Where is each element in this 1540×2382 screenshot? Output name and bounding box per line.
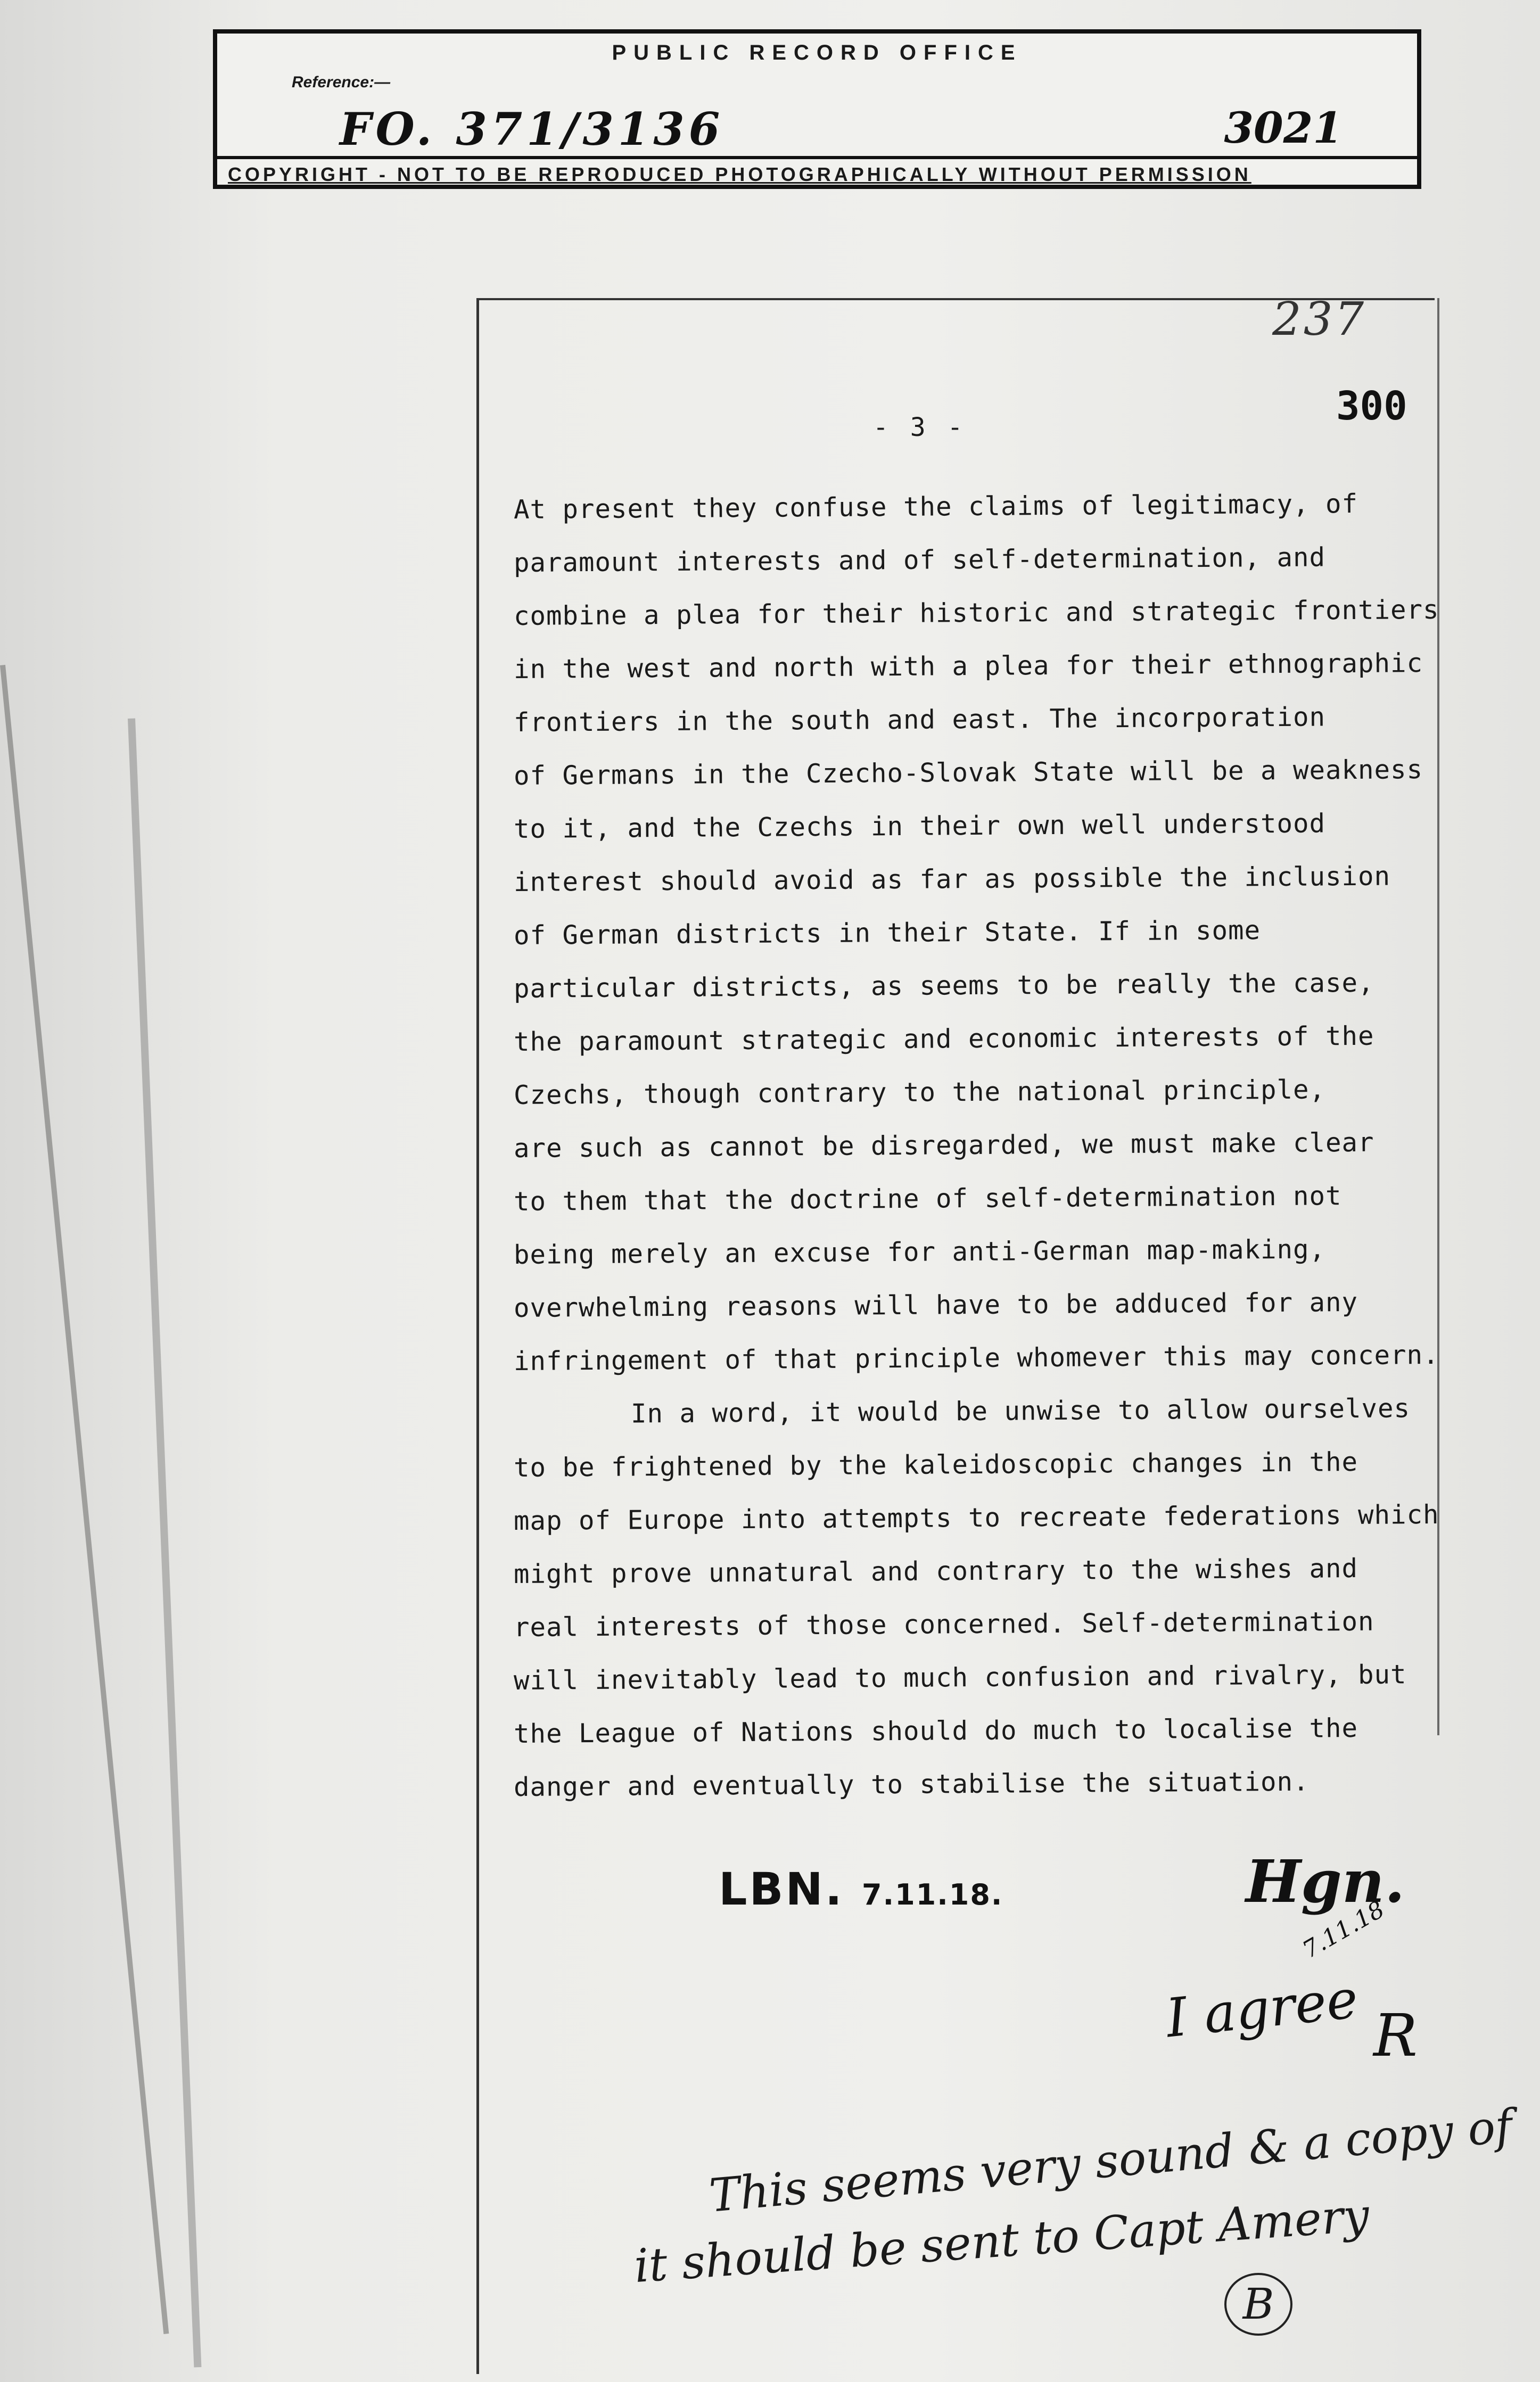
- typed-body-text: [514, 483, 1483, 1814]
- text-line: In a word, it would be unwise to allow ourselves: [630, 1393, 1411, 1429]
- text-line: might prove unnatural and contrary to the wishes and: [513, 1553, 1358, 1589]
- text-line: At present they confuse the claims of legitimacy, of: [513, 488, 1358, 525]
- text-line: are such as cannot be disregarded, we must make clear: [513, 1127, 1374, 1164]
- initials-date: 7.11.18.: [862, 1878, 1003, 1911]
- text-line: danger and eventually to stabilise the situation.: [513, 1766, 1310, 1802]
- handwritten-minute-line: This seems very sound & a copy of: [707, 2099, 1514, 2223]
- text-line: interest should avoid as far as possible the inclusion: [513, 861, 1391, 897]
- stamp-divider: [217, 156, 1417, 159]
- text-line: to them that the doctrine of self-determination not: [513, 1181, 1342, 1217]
- signature-date: 7.11.18: [1298, 1895, 1389, 1964]
- text-line: map of Europe into attempts to recreate federations which: [513, 1499, 1439, 1536]
- stamp-reference-value: FO. 371/3136: [340, 103, 724, 155]
- circled-initial-b: B: [1224, 2273, 1292, 2336]
- stamped-folio-number: 300: [1336, 383, 1407, 429]
- text-line: Czechs, though contrary to the national principle,: [513, 1074, 1326, 1110]
- text-line: real interests of those concerned. Self-determination: [513, 1606, 1374, 1643]
- handwritten-signature: Hgn.: [1246, 1847, 1405, 1916]
- page-border-left: [476, 298, 479, 2374]
- pencil-folio-number: 237: [1272, 293, 1366, 346]
- initials-text: LBN.: [719, 1863, 844, 1915]
- stamp-office-title: PUBLIC RECORD OFFICE: [612, 41, 1023, 64]
- text-line: frontiers in the south and east. The incorporation: [513, 702, 1326, 738]
- text-line: particular districts, as seems to be really the case,: [513, 967, 1374, 1004]
- stamp-reference-label: Reference:—: [292, 73, 391, 91]
- text-line: being merely an excuse for anti-German map-making,: [513, 1234, 1326, 1270]
- handwritten-minute-line: it should be sent to Capt Amery: [632, 2188, 1371, 2294]
- text-line: the paramount strategic and economic interests of the: [513, 1020, 1374, 1057]
- text-line: in the west and north with a plea for their ethnographic: [513, 648, 1423, 685]
- handwritten-initials: [719, 1863, 1003, 1915]
- text-line: of Germans in the Czecho-Slovak State will be a weakness: [513, 754, 1423, 791]
- text-line: will inevitably lead to much confusion and rivalry, but: [513, 1659, 1407, 1696]
- text-line: infringement of that principle whomever this may concern.: [513, 1339, 1439, 1377]
- public-record-office-stamp: [213, 29, 1421, 189]
- text-line: to it, and the Czechs in their own well understood: [513, 808, 1326, 844]
- text-line: overwhelming reasons will have to be adduced for any: [513, 1287, 1358, 1323]
- page-number: - 3 -: [873, 413, 966, 442]
- text-line: combine a plea for their historic and strategic frontiers: [513, 594, 1439, 631]
- text-line: of German districts in their State. If in some: [513, 915, 1261, 951]
- text-line: to be frightened by the kaleidoscopic changes in the: [513, 1446, 1358, 1483]
- agree-note: I agree: [1163, 1967, 1361, 2050]
- stamp-item-number: 3021: [1224, 103, 1343, 153]
- text-line: the League of Nations should do much to localise the: [513, 1712, 1358, 1749]
- initial-r: R: [1373, 2001, 1418, 2070]
- text-line: paramount interests and of self-determination, and: [513, 542, 1326, 578]
- stamp-copyright-notice: COPYRIGHT - NOT TO BE REPRODUCED PHOTOGRAPHICALLY WITHOUT PERMISSION: [228, 163, 1251, 185]
